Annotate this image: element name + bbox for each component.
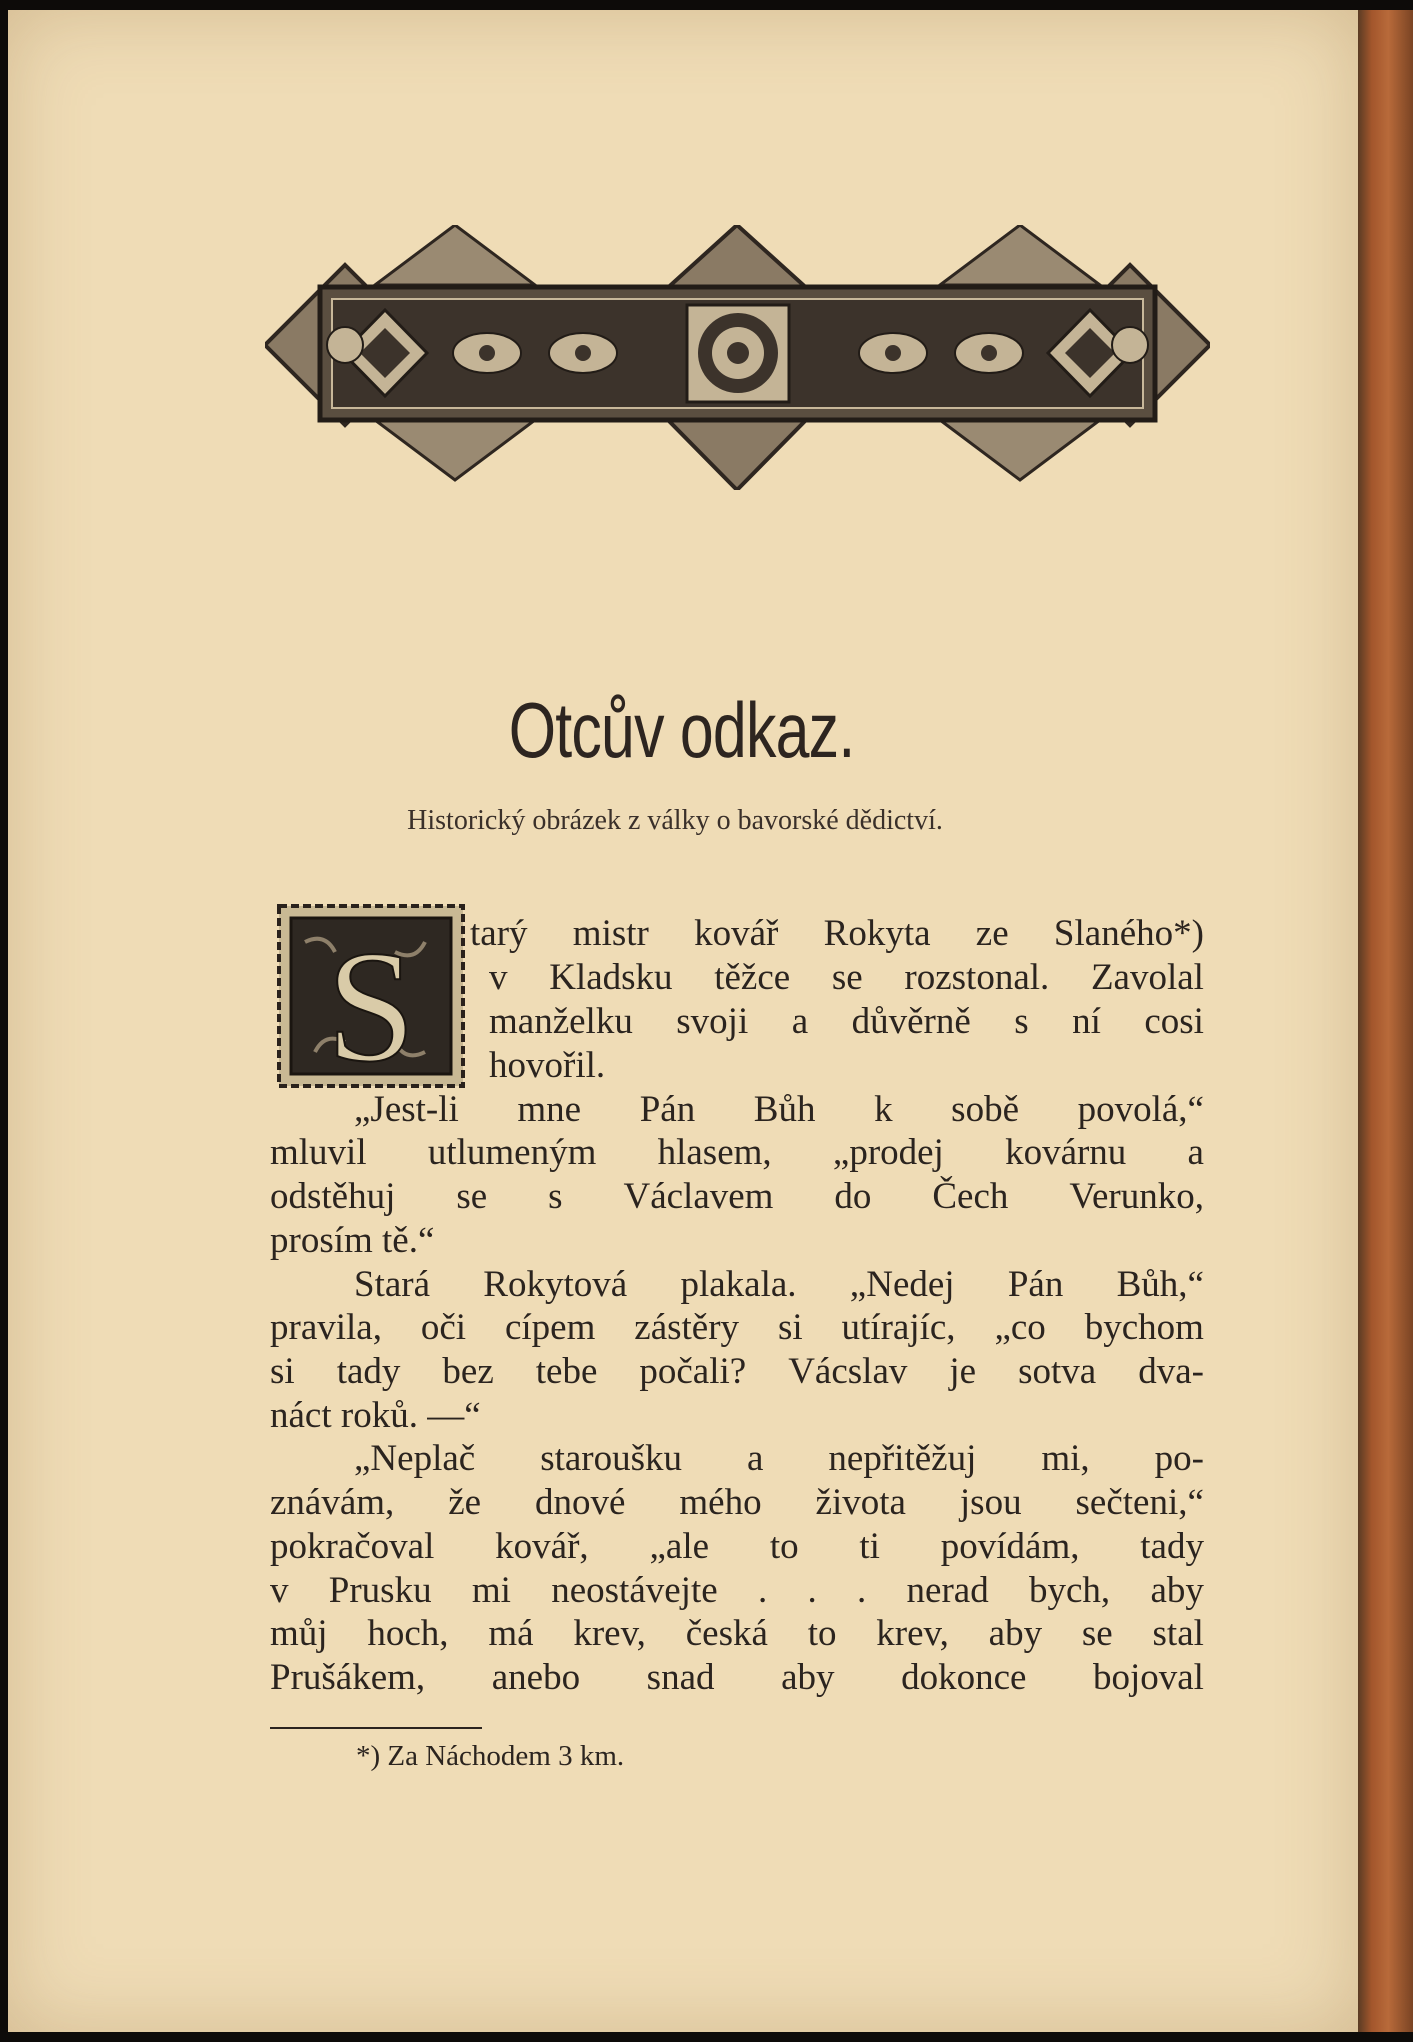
illuminated-drop-cap	[275, 902, 467, 1090]
chapter-title: Otcův odkaz.	[508, 686, 855, 774]
book-spine-edge	[1358, 10, 1413, 2032]
paragraph-line: prosím tě.“	[270, 1220, 435, 1261]
footnote: *) Za Náchodem 3 km.	[356, 1740, 625, 1772]
chapter-subtitle: Historický obrázek z války o bavorské dědictví.	[407, 805, 943, 836]
paragraph-line: pravila, oči cípem zástěry si utírajíc, „co bychom	[270, 1307, 1204, 1348]
drop-cap-letter: S	[326, 917, 416, 1090]
paragraph-line: „Jest-li mne Pán Bůh k sobě povolá,“	[354, 1089, 1204, 1130]
paragraph-line: „Neplač staroušku a nepřitěžuj mi, po-	[354, 1438, 1204, 1479]
paragraph-line: Prušákem, anebo snad aby dokonce bojoval	[270, 1657, 1204, 1698]
decorative-header-ornament	[265, 225, 1210, 490]
paragraph-line: v Prusku mi neostávejte . . . nerad bych, aby	[270, 1570, 1204, 1611]
paragraph-line: tarý mistr kovář Rokyta ze Slaného*)	[470, 913, 1204, 954]
paragraph-line: Stará Rokytová plakala. „Nedej Pán Bůh,“	[354, 1264, 1204, 1305]
paragraph-line: si tady bez tebe počali? Vácslav je sotva dva-	[270, 1351, 1204, 1392]
paragraph-line: odstěhuj se s Václavem do Čech Verunko,	[270, 1176, 1204, 1217]
paragraph-line: náct roků. —“	[270, 1395, 481, 1436]
footnote-rule	[270, 1727, 482, 1729]
paragraph-line: hovořil.	[489, 1045, 606, 1086]
paragraph-line: můj hoch, má krev, česká to krev, aby se stal	[270, 1613, 1204, 1654]
paragraph-line: mluvil utlumeným hlasem, „prodej kovárnu a	[270, 1132, 1204, 1173]
paragraph-line: pokračoval kovář, „ale to ti povídám, tady	[270, 1526, 1204, 1567]
paragraph-line: v Kladsku těžce se rozstonal. Zavolal	[489, 957, 1204, 998]
paragraph-line: manželku svoji a důvěrně s ní cosi	[489, 1001, 1204, 1042]
paragraph-line: znávám, že dnové mého života jsou sečteni,“	[270, 1482, 1204, 1523]
